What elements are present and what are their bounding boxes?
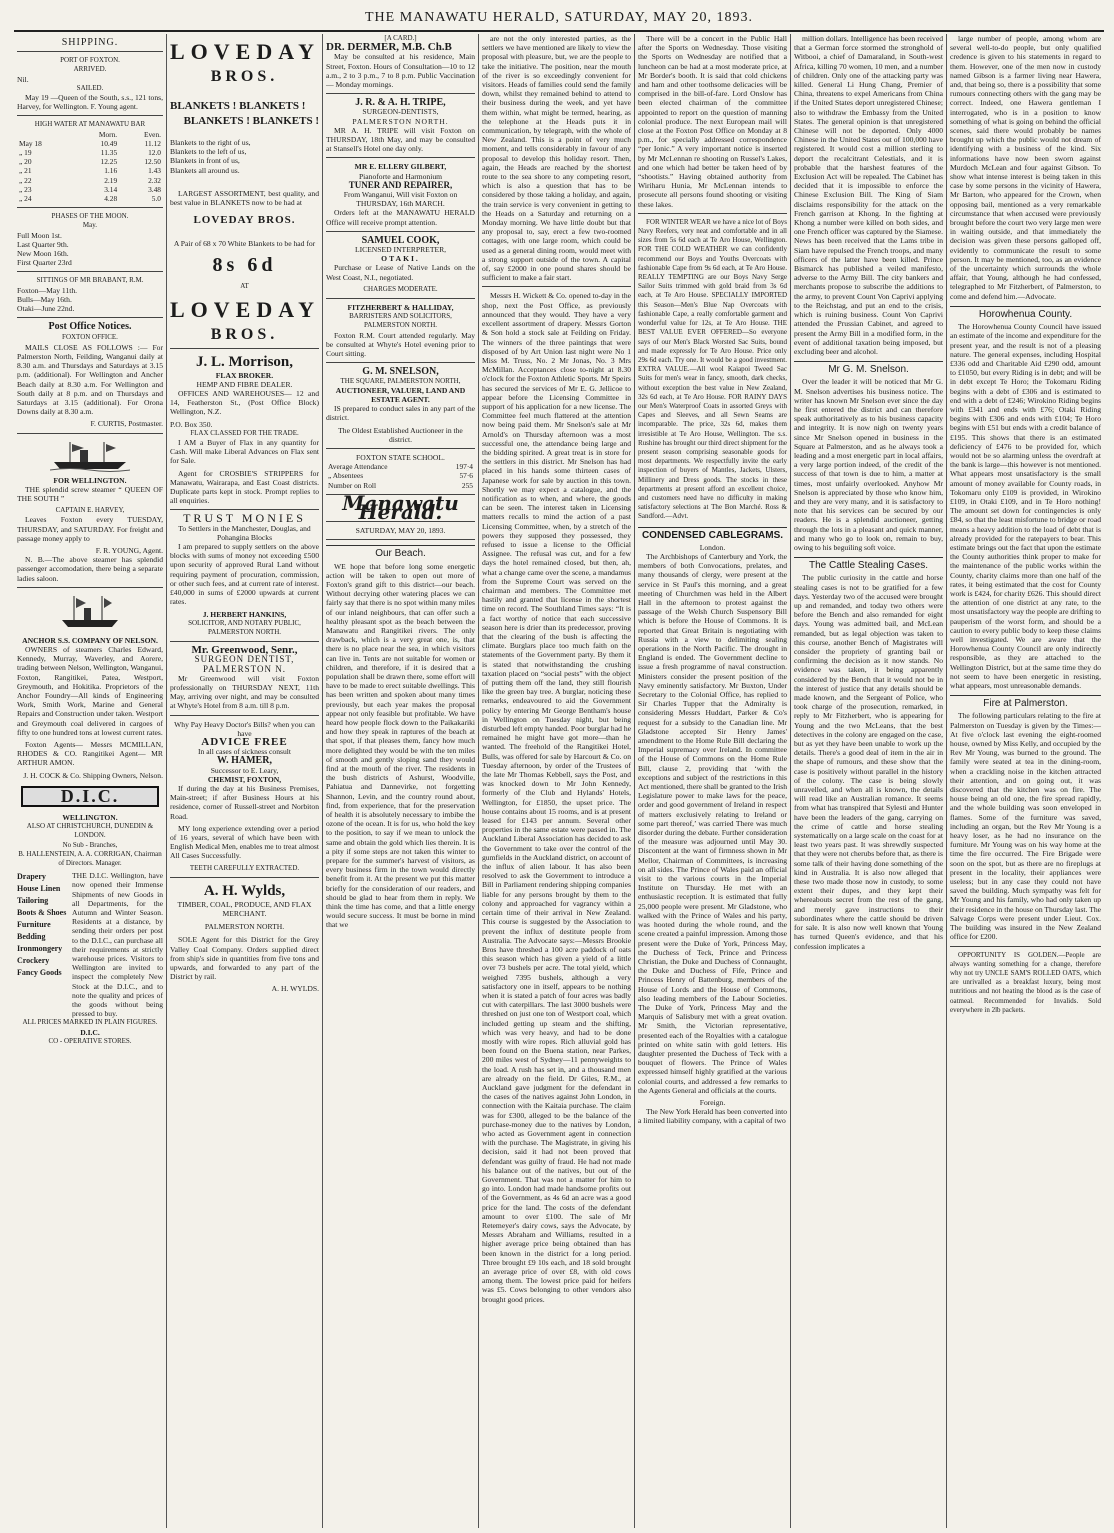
dic-names: B. HALLENSTEIN, A. A. CORRIGAN, Chairman of Directors. Manager. — [18, 849, 162, 868]
flax-classed: FLAX CLASSED FOR THE TRADE. — [190, 428, 299, 437]
wylds-sign: A. H. WYLDS. — [271, 984, 319, 994]
cattle-heading: The Cattle Stealing Cases. — [794, 557, 943, 570]
issue-date: SATURDAY, MAY 20, 1893. — [355, 526, 446, 536]
sole-agent-text: SOLE Agent for this District for the Grey Valley Coal Company. Orders supplied direct from ship's side in quantities from five tons and upwards, and forwarded to any part of the District by rail. — [170, 935, 319, 982]
foreign-text-cont: million dollars. Intelligence has been received that a German force stormed the stronghold of Witbooi, a chief of Damaraland, in South-west Africa, killing 70 women, 10 men, and a number of children. Only one of the attacking party was killed. General Li Hung Chang, Premier of China, threatens to expel Americans from China if the United States deport unregistered Chinese; also to withdraw the Embassy from the United States. The general opinion is that unregistered Chinese will not be deported. Only 4000 Chinese in the United States out of 100,000 have registered. It would cost a million sterling to deport the recalcitrant Celestials, and it is probable that the harshest features of the Exclusion Act will be repealed. The Cabinet has decided that it is impossible to enforce the Chinese Exclusion Bill. The King of Siam disclaims responsibility for the attack on the French garrison at Khong. In the fighting at Khong a number were killed on both sides, and one French officer was captured by the Siamese. News has been received that the Lams tribe in Siam have repulsed the French troops, and many officers of the latter have been killed. Prince Bismarck has published a veiled manifesto, adverse to the Army Bill. The city bankers and merchants propose to subscribe the additions to the army, to prevent Count Von Caprivi applying to the Reichstag, and put an end to the crisis, which is ruining business. Count Von Caprivi attended the Prussian Cabinet, and agreed to present the Army Bill in a modified form, in the event of additional taxation being imposed, but excluding beer and alcohol. — [794, 34, 943, 356]
table-row: „ 22 2.19 2.32 — [19, 175, 161, 185]
sittings-row: Foxton—May 11th. — [17, 285, 78, 295]
gilbert-heading: MR E. ELLERY GILBERT, — [354, 162, 447, 172]
otaki-text: OTAKI. — [381, 254, 420, 264]
horowhenua-heading: Horowhenua County. — [950, 306, 1101, 319]
flax-broker: FLAX BROKER. — [215, 370, 274, 380]
fitz-pn: PALMERSTON NORTH. — [363, 321, 438, 330]
chemist-text: If during the day at his Business Premises, Main-street; if after Business Hours at his residence, corner of Russell-street and Norbiton Road. — [170, 783, 319, 821]
snelson-article-heading: Mr G. M. Snelson. — [794, 361, 943, 374]
post-office-text: MAILS CLOSE AS FOLLOWS :— For Palmerston North, Feilding, Wanganui daily at 8.30 a.m. and Thursdays and Saturdays at 3.15 p.m. (additional). For Wellington and Ancher Beach daily at 8.30 a.m. For Wellington and South daily at 8 p.m. and on Thursdays and Saturdays at 3.15 (additional). For Orona Downs daily at 8.30 a.m. — [17, 342, 163, 417]
bros-heading: BROS. — [210, 68, 279, 85]
hankins-sub: SOLICITOR, AND NOTARY PUBLIC, PALMERSTON NORTH. — [188, 618, 301, 636]
foreign-text: The New York Herald has been converted into a limited liability company, with a capital of two — [638, 1107, 787, 1126]
dic-foot3: CO - OPERATIVE STORES. — [48, 1036, 132, 1045]
dermer-text: May be consulted at his residence, Main Street, Foxton. Hours of Consultation—10 to 12 a.m., 2 to 3 p.m., 7 to 8 p.m. Public Vaccination — Monday mornings. — [326, 52, 475, 90]
shipping-heading: SHIPPING. — [61, 37, 119, 48]
tuner-heading: TUNER AND REPAIRER, — [348, 179, 453, 190]
school-table — [326, 462, 475, 490]
palmerston-n: PALMERSTON N. — [202, 663, 287, 674]
blanket-line: Blankets to the left of us, — [170, 147, 247, 157]
trust-text: I am prepared to supply settlers on the above blocks with sums of money not exceeding £500 upon security of approved Rural Land without requiring payment of procuration, commission, or other such fees, and at current rate of interest. £40,000 in sums of £2000 upwards at current rates. — [170, 542, 319, 607]
post-office-heading: Post Office Notices. — [48, 321, 132, 333]
tripe-pn: PALMERSTON NORTH. — [352, 116, 449, 126]
dic-advert — [17, 871, 163, 1018]
dic-foot2: D.I.C. — [80, 1027, 100, 1037]
why-pay: Why Pay Heavy Doctor's Bills? when you can have — [174, 719, 315, 738]
greenwood-heading: Mr. Greenwood, Senr., — [191, 644, 298, 657]
experience-text: MY long experience extending over a period of 16 years, several of which have been with English Medical Men, enables me to treat almost All Cases Successfully. — [170, 823, 319, 861]
snelson-sub: THE SQUARE, PALMERSTON NORTH, — [340, 376, 461, 385]
table-row: „ 21 1.16 1.43 — [19, 166, 161, 176]
moon-row: Last Quarter 9th. — [17, 239, 69, 249]
cables-heading: CONDENSED CABLEGRAMS. — [638, 527, 787, 540]
columns — [14, 34, 1104, 1528]
timber-text: TIMBER, COAL, PRODUCE, AND FLAX MERCHANT. — [177, 899, 312, 918]
anchor-sign: J. H. COCK & Co. Shipping Owners, Nelson. — [23, 770, 163, 780]
table-row: „ 24 4.28 5.0 — [19, 194, 161, 204]
wellington-captain: CAPTAIN E. HARVEY, — [55, 506, 125, 515]
post-office-sign: F. CURTIS, Postmaster. — [90, 419, 163, 429]
hamer-sub: Successor to E. Leary, — [210, 765, 279, 775]
dic-city: WELLINGTON. — [62, 813, 118, 822]
foreign-heading: Foreign. — [699, 1097, 726, 1107]
column-4 — [479, 34, 634, 1528]
column-7 — [947, 34, 1104, 1528]
sailed-heading: SAILED. — [76, 83, 104, 92]
local-news: Messrs H. Wickett & Co. opened to-day in the shop, next the Post Office, as previously announced that they would. They have a very excellent assortment of drapery. Messrs Gorton & Son hold a stock sale at Feilding on Friday. The winners of the three paintings that were disposed of by Art Union last night were No 1 Miss M. Truss, No. 2 Mr Jonas, No. 3 Mrs McMillan. Acceptances close to-night at 8.30 o'clock for the Foxton Athletic Sports. Mr Speirs has secured the services of Mr E. G. Jellicoe to appear before the Licensing Committee in support of his application for a new license. The Committee feel much flattered at the attention now being paid them. Mr Snelson's sale at Mr Arnold's on Thursday afternoon was a most successful one, the attendance being large and the bidding spirited. A great treat is in store for the settlers in this district. Mr Snelson has had placed in his hands some thirteen cases of Japanese work for sale by auction in this town. Shortly we may expect a catalogue, and the notification as to when, and where, the goods can be seen. The interest taken in Licensing matters recalls to mind the action of a past Licensing Committee, when, by a stretch of the powers they supposed they possessed, they refused to issue a license to the Official Assignee. The refusal was cut, and for a few days the hotel remained closed, but then, ah, what a change came over the scene, a mandamus from the Supreme Court was served on the chairman and members. The Committee met hastily and granted that license in the shortest time on record. The Southland Times says: “It is a fact worthy of notice that each successive season here is drier than its predecessor, proving that the clearing of the bush is affecting the climate. Burglars place too much faith on the statements of the Government party. By them it is stated that notwithstanding the crushing taxation placed on “social pests” with the object of putting them off the land, they still flourish like the green bay tree. A burglar, noticing these remarks, endeavoured to aid the Government policy by entering Mr George Bentham's house in Wellington on Tuesday night, but being disturbed left empty handed. Poor burglar had he remained he might have got more—than he wanted. The freehold of the Rangitikei Hotel, Bulls, was offered for sale by Harcourt & Co. on Tuesday afternoon, by order of the Trustees of the late Mr Thomas Kebbell, says the Post, and was knocked down to Mr John Kennedy, formerly of the Club and Hylands' Hotels, Wellington, for £1850, the upset price. The house contains about 15 rooms, and is at present leased for £143 per annum. Several other properties in the same estate were passed in. The Auckland Liberal Association has decided to ask the Government to take over the control of the gumfields in the Auckland district, on account of the influx of alien labour. It has also been resolved to ask the Government to introduce a Bill in Parliament rendering shipping companies liable for any persons brought by them to the colony and approached for vagrancy within a certain time of their arrival in New Zealand. This course is suggested by the Association to prevent the influx of destitute people from Australia. The Advocate says:—Messrs Brookie Bros have threshed a 100 acre paddock of oats this season which has given a yield of a little over 73 bushels per acre. The total yield, which weighed 7395 bushels, although a very satisfactory one in itself, appears to be nothing when it is stated a patch of four acres was badly cut with caterpillars. The last 3000 bushels were threshed on just one ton of Westport coal, which included getting up steam and the shifting, which was very heavy, and had to be done mostly with wire ropes. Rich alluvial gold has been found on the Buena station, near Parkes, 200 miles west of Sydney—11 pennyweights to the load. A rush has set in, and a thousand men are already on the field. Dr Giles, R.M., at Auckland gave judgment for the defendant in the cases of the natives against John London, in connection with the Kaitaia purchase. The claim was for £300, alleged to be the balance of the purchase-money due to the natives by London, who acted as Government agent in connection with the purchase. The Magistrate, in giving his decision, said it had not been proved that defendant was guilty of fraud. He had not made his balance out of the natives, but out of the Government. That was not a matter for him to go into. London had made handsome profits out of the Government, as 4s 6d an acre was a good price for the land. The costs of the defendant amount to over £100. The sale of Mr Retemeyer's dairy cows, says the Advocate, by Messrs Abraham and Williams, resulted in a higher average price being obtained than has been known in the district for a long period. Three brought £9 10s each, and 18 sold brought an average price of over £8, with old cows among them. The lowest price paid for heifers was £5. Cows belonging to other vendors also brought good prices. — [482, 291, 631, 1304]
table-row: Average Attendance 197·4 — [328, 462, 473, 472]
table-row: „ 19 11.35 12.0 — [19, 148, 161, 158]
wellington-agent: F. R. YOUNG, Agent. — [95, 545, 163, 555]
teeth-text: TEETH CAREFULLY EXTRACTED. — [189, 863, 300, 872]
offices-text: OFFICES AND WAREHOUSES— 12 and 14, Featherston St., (Post Office Block) Wellington, N.Z. — [170, 389, 319, 417]
cook-heading: SAMUEL COOK, — [361, 234, 440, 246]
column-6 — [791, 34, 946, 1528]
bros-heading-3: BROS. — [210, 325, 279, 343]
port-heading: PORT OF FOXTON. — [60, 56, 120, 65]
column-3 — [323, 34, 478, 1528]
po-box: P.O. Box 350. — [170, 419, 213, 429]
sittings-row: Bulls—May 16th. — [17, 294, 72, 304]
wellington-text: THE splendid screw steamer “ QUEEN OF THE SOUTH ” — [17, 484, 163, 503]
table-row: „ 23 3.14 3.48 — [19, 184, 161, 194]
blankets-heading-2: BLANKETS ! BLANKETS ! — [183, 115, 319, 127]
tripe-heading: J. R. & A. H. TRIPE, — [355, 97, 446, 109]
cook-text: Purchase or Lease of Native Lands on the West Coast, N.I., negotiated. — [326, 263, 475, 282]
arrived-heading: ARRIVED. — [73, 65, 107, 74]
at-text: AT — [240, 282, 249, 291]
moon-month: May. — [82, 221, 98, 230]
steamer-illustration — [50, 438, 130, 472]
arrived-text: Nil. — [17, 74, 29, 84]
horowhenua-text: The Horowhenua County Council have issued an estimate of the income and expenditure for the present year, and the result is not of a pleasing nature. The general expenses, including Hospital £336 odd and Charitable Aid £290 odd, amount to £1050, but every Riding is in debt; and will be in debt except Te Horo; the Tokomaru Riding begins with a debt of £306 and is estimated to end with a debt of £246; Wirokino Riding begins with £341 and ends with £76; Otaki Riding begins with £306 and ends with £104; Te Horo begins with £51 but ends with a credit balance of £195. This shows that there is an estimated deficiency of £476 to be provided for, which would not be so alarming unless the overdraft at the bank is large—this however is not mentioned. What appears most unsatisfactory is the small amount of money available for County roads, in Tokomaru only £109 is provided, in Wirokino £109, in Otaki £109, and in Te Horo nothing! The amount set down for contingencies is only £84, so that the least misfortune to bridge or road means a heavy addition to the load of debt that is already provided for the ratepayers to bear. This estimate brings out the fact that upon the estimate the County authorities think proper to make for the maintenance of the public works within the County, charity claims more than one half of the rates, it being estimated that the cost for County work is £424, for charity £626. This should direct the attention of one district at any rate, to the most unsatisfactory way the people are drifting to pauperism of the worst form, and should be a caution to every public body to keep these claims well investigated. We are aware that the Horowhenua County Council are only indirectly responsible, as they are attached to the Wellington District, but at the same time they do not seem to have been energetic in resisting, what appears, most unreasonable demands. — [950, 322, 1101, 691]
loveday-heading-3: LOVEDAY — [170, 296, 320, 322]
snelson-heading: G. M. SNELSON, — [362, 366, 439, 378]
column-1 — [14, 34, 166, 1528]
cook-sub: LICENSED INTERPRETER, — [354, 245, 447, 255]
blanket-line: Blankets all around us. — [170, 165, 240, 175]
morrison-heading: J. L. Morrison, — [195, 353, 294, 370]
chemist-heading: CHEMIST, FOXTON, — [207, 774, 282, 784]
advice-free: ADVICE FREE — [201, 735, 288, 748]
buyer-text: I AM a Buyer of Flax in any quantity for Cash. Will make Liberal Advances on Flax sent for Sale. — [170, 438, 319, 466]
wellington-heading: FOR WELLINGTON. — [53, 475, 127, 485]
hankins-heading: J. HERBERT HANKINS, — [202, 609, 287, 619]
blanket-line: Blankets in front of us, — [170, 156, 240, 166]
beach-text: WE hope that before long some energetic action will be taken to open out more of Foxton's grand gift to this district—our beach. Without decrying other watering places we can fairly say that there is no spot within many miles of our inland neighbours, that can offer such a healthy pleasant spot as the beach between the Manawatu and Rangitikei rivers. The only drawback, which is a very great one, is, that there is no place near the sea, in which visitors can live in. Tents are not suitable for women or children, and therefore, if it is desired that a population shall be drawn there, some effort will have to be made to erect suitable dwellings. This has been written and spoken about many times previously, but each year makes the proposal appear not only feasible but profitable. We have heard how people flock down to the Paikakariki and how they speak in raptures of the beach at that spot, if that pleases them, fancy how much more delighted they would be with the ten miles of smooth and gently sloping sand they would find at the mouth of the river. The residents in the bush districts of Ashurst, Woodville, Pahiatua and Dannevirke, not forgetting Shannon, Levin, and the country round about, find, from experience, that for the preservation of health it is absolutely necessary to imbibe the ozone of the ocean. It is for us, who hold the key to the position, to say if we mean to unlock the same and obtain the gold which lies therein. It is a pity if some steps are not taken this winter to prepare for the summer's harvest of visitors, as every business firm in the town would directly benefit from it. At the present we put this matter briefly for the consideration of our readers, and should be glad to hear from them in reply. We think the time has come, and that a little energy would secure success. It must be borne in mind that we — [326, 561, 475, 930]
local-notes: There will be a concert in the Public Hall after the Sports on Wednesday. Those visiting the Sports on Wednesday are notified that a luncheon can be had at a most moderate price, at Mr Border's booth. It is said that cold chickens and ham and other toothsome delicacies will be comprised in the bill-of-fare. Lord Onslow has been elected chairman of the committee appointed to report on the question of manning colonial produce. The next European mail will close at the Foxton Post Office on Monday at 8 p.m., for specially addressed correspondence “per Ionic.” A very important notice is inserted by Mr McLennan re shooting on Russel's Lakes, and one which had better be taken heed of by “shootists.” Having obtained authority from Wiriharu Hunia, Mr McLennan intends to prosecute all persons found shooting or visiting these lakes. — [638, 34, 787, 209]
fire-text: The following particulars relating to the fire at Palmerston on Tuesday is given by the Times:—At five o'clock last evening the eight-roomed house, owned by Miss Kelly, and occupied by the Rev Mr Young, was burned to the ground. The family were seated at tea in the dining-room, when a crackling noise in the kitchen attracted their attention, and on going out, it was discovered that the kitchen was on fire. The house being an old one, the fire spread rapidly, and the whole building was soon enveloped in flames. Some of the furniture was saved, including an organ, but the Rev Mr Young is a heavy loser, as he had no insurance on the furniture. Mr Young was on his way home at the time the fire occurred. The Fire Brigade were soon on the spot, but as there are no fireplugs at present in the locality, their appliances were useless; but in any case they could not have saved the building. Much sympathy was felt for Mr Young and his family, who had only taken up their residence in the house on Thursday last. The Salvage Corps were present under Lieut. Cox. The building was insured in the New Zealand office for £200. — [950, 711, 1101, 942]
orders-text: Orders left at the MANAWATU HERALD Office will receive prompt attention. — [326, 208, 475, 227]
london-text: The Archbishops of Canterbury and York, the members of both Convocations, prelates, and many thousands of clergy, were present at the service in St Paul's this morning, and a great meeting of Churchmen was held in the Albert Hall in the afternoon to protest against the passage of the Welsh Church Suspensory Bill which is before the House of Commons. It is reported that Great Britain is negotiating with Russia with a view to delimiting sealing operations in the North Pacific. The drought in England is ended. The Government decline to issue a fresh programme of naval construction. Ministers consider the present position of the Navy eminently satisfactory. Mr Buxton, Under Secretary to the Colonial Office, has replied to Sir Charles Tupper that the Admiralty is considering Messrs Huddart, Parker & Co's request for a subsidy to the Canadian line. Mr Gladstone accepted Sir Henry James' amendment to the Home Rule Bill declaring the Imperial supremacy over Ireland. In committee of the House of Commons on the Home Rule Bill, clause 2, providing that ‘with the exceptions and subject of the restrictions in this Act mentioned, there shall be granted to the Irish Legislature power to make laws for the peace, order and good government of Ireland in respect of matters exclusively relating to Ireland or some part thereof,’ was carried There was much disorder during the debate. Further consideration of the measure was adjourned until May 30. Discontent at the want of firmness shown in Mr Mellor, Chairman of Committees, is increasing on all sides. The Prince of Wales paid an official visit to the various courts in the Imperial Institute on Thursday. He met with an enthusiastic reception. It is estimated that fully 25,000 people were present. Mr Gladstone, who walked with the Prince of Wales and his party, was hooted during the whole round, and the scene created a painful impression. Among those present were the Duke of York, Princess May, the Duchess of Teck, Prince and Princess Christian, the Duke and Duchess of Connaught, the Duke and Duchess of Fife, Prince and Princess Henry of Battenburg, members of the House of Lords and the House of Commons, also leading members of the Labour Societies. The Duke of York, Princess May and the Marquis of Salisbury met with a great ovation. Mr Smith, the Victorian representative, presented each of the Royalties with a catalogue printed on white satin with gold letters. His daughter presented the Duchess of Teck with a bouquet of flowers. The Prince of Wales expressed himself highly gratified at the various colonial courts, and addressed a few remarks to the Agents General and officials at the courts. — [638, 551, 787, 1095]
advice-text: In all cases of sickness consult — [197, 747, 291, 757]
column-5 — [635, 34, 790, 1528]
trust-sub: To Settlers in the Manchester, Douglas, and Pohangina Blocks — [178, 523, 311, 542]
column-2 — [167, 34, 322, 1528]
hw-head-even: Even. — [143, 129, 161, 139]
card-label: [A CARD.] — [384, 34, 417, 42]
agent-text: Agent for CROSBIE'S STRIPPERS for Manawatu, Wairarapa, and East Coast districts. Duplicate parts kept in stock. Prompt replies to all enquiries. — [170, 468, 319, 506]
loveday-bros-2: LOVEDAY BROS. — [193, 214, 296, 227]
sailed-text: May 19 —Queen of the South, s.s., 121 tons, Harvey, for Wellington. F. Young agent. — [17, 93, 163, 112]
price: 8s 6d — [212, 254, 277, 277]
dic-logo: D.I.C. — [21, 786, 159, 807]
te-aro-adverts: FOR WINTER WEAR we have a nice lot of Boys Navy Reefers, very neat and comfortable and in all sizes from 5s 6d each at Te Aro House, Wellington. FOR THE COLD WEATHER we can confidently recommend our Boys and Youths Overcoats with fashionable Cape from 9s 6d each, at Te Aro House. REALLY TEMPTING are our Boys Navy Serge Sailor Suits trimmed with gold braid from 3s 6d each, at Te Aro House. SPECIALLY IMPORTED this Season—Men's Blue Nap Overcoats with fashionable Cape, a really comfortable garment and wonderful value for 12s, at Te Aro House. THE BEST VALUE EVER OFFERED—So everyone says of our Men's Black Worsted Sac Suits, bound and made expressly for Te Aro House. Price only 29s 6d each. Try one. It would be a good investment. EXTRA VALUE.—All wool Kaiapoi Tweed Sac Suits for men's wear in fancy, smooth, dark checks, without exception the best value in New Zealand, 32s 6d each, at Te Aro House. FOR RAINY DAYS our Men's Waterproof Coats in assorted Greys with Capes and Sleeves, and all Sewn Seams are incomparable. The price, 32s 6d, makes them irresistible at Te Aro House, Wellington. The s.s. Rushine has brought our third direct shipment for the present season comprising seasonable goods for most departments. We respectfully invite the early inspection of buyers of Mantles, Jackets, Ulsters, Millinery and Dress goods. The stocks in these departments at present afford an excellent choice, and customers need have no difficulty in making satisfactory selections at The Bon Marché. Ross & Sandford.—Advt. — [638, 217, 787, 521]
palmerston-north: PALMERSTON NORTH. — [204, 922, 285, 932]
hamer-heading: W. HAMER, — [217, 755, 272, 767]
fitz-text: Foxton R.M. Court attended regularly. May be consulted at Whyte's Hotel evening prior to Court sitting. — [326, 330, 475, 359]
moon-heading: PHASES OF THE MOON. — [51, 212, 129, 221]
fire-heading: Fire at Palmerston. — [950, 695, 1101, 708]
moon-row: Full Moon 1st. — [17, 230, 62, 240]
tripe-sub: SURGEON-DENTISTS, — [362, 107, 439, 117]
cattle-text-cont: large number of people, among whom are several well-to-do people, but only qualified credence is given to his statements in regard to them. However, one of the men now in custody named Gibson is a farmer living near Hawera, and, that being so, there is a possibility that some rumours connecting others with the gang may be correct. Indeed, one Hawera gentleman I interrogated, who is in a position to know something of what is going on behind the official scenes, said there would probably be names brought up which the public would not dream of identifying with a business of the kind. Six informations have now been sworn against Murdoch McLean and four against Gibson. To show what intense interest is being taken in this case by some persons in the vicinity of Hawera, Mr Barton, who appeared for the Crown, when opposing bail, mentioned as a very remarkable circumstance that when accused were previously brought before the court two very large men were in waiting outside, and that immediately the decision was given these persons galloped off, evidently to communicate the result to some person. It may be mentioned, too, as an evidence of the uncertainty which surrounds the whole affair, that Young, although he had confessed, telegraphed to Mr Fitzherbert, of Palmerston, to come and defend him.—Advocate. — [950, 34, 1101, 301]
steamer-illustration — [58, 592, 122, 632]
surgeon-dentist: SURGEON DENTIST, — [194, 654, 295, 665]
high-water-heading: HIGH WATER AT MANAWATU BAR — [34, 120, 146, 129]
hemp-dealer: HEMP AND FIBRE DEALER. — [196, 379, 293, 389]
london-heading: London. — [699, 542, 726, 552]
snelson-text: IS prepared to conduct sales in any part of the district. — [326, 404, 475, 423]
snelson-article-text: Over the leader it will be noticed that Mr G. M. Snelson advertises his business notice. The writer has known Mr Snelson ever since the day he first entered the district and can therefore speak authoritatively as to his business capacity and integrity. It is now nigh on twenty years since Mr Snelson opened in business in the Square at Palmerston, and as he always took a leading and a most energetic part in local affairs, a very large portion indeed, of the credit of the success of that town is due to him, a matter at times, most unfairly overlooked. Anyhow Mr Snelson is appreciated by those who know him, and they are very many, and it is satisfactory to note that his services can be secured by our readers. He is a splendid auctioneer, getting through the lots in a pleasant and quick manner, and many who go to look on, remain to buy, owing to his beguiling soft voice. — [794, 377, 943, 552]
auctioneer-text: AUCTIONEER, VALUER, LAND AND ESTATE AGENT. — [335, 385, 466, 404]
dic-departments: Drapery House Linen Tailoring Boots & Shoes Furniture Bedding Ironmongery Crockery Fancy Goods — [17, 872, 67, 978]
post-office-sub: FOXTON OFFICE. — [62, 333, 118, 342]
anchor-agents: Foxton Agents— Messrs MCMILLAN, RHODES & CO. Rangitikei Agent— MR ARTHUR AMON. — [17, 739, 163, 768]
charges-text: CHARGES MODERATE. — [363, 284, 438, 293]
dic-branches: No Sub - Branches, — [62, 840, 118, 849]
trust-monies-heading: TRUST MONIES — [183, 511, 306, 526]
gilbert-sub: Pianoforte and Harmonium — [358, 171, 443, 181]
dic-text: THE D.I.C. Wellington, have now opened their Immense Shipments of new Goods in all Departments, for the Autumn and Winter Season. Residents at a distance, by sending their orders per post to the D.I.C., can purchase all their requirements at strictly warehouse prices. Visitors to Wellington are invited to inspect the completely New Stock at the D.I.C., and to note the quality and prices of the goods without being pressed to buy. — [72, 871, 163, 1019]
oldest-text: The Oldest Established Auctioneer in the district. — [338, 425, 463, 444]
blanket-line: Blankets to the right of us, — [170, 138, 251, 147]
loveday-heading: LOVEDAY — [170, 39, 320, 64]
beach-text-cont: are not the only interested parties, as the settlers we have mentioned are likely to view the proposal with pleasure, but, we are the people to take the initiative. The position, near the mouth of the river is so exceedingly convenient for visitors. Heads of families could send the family down, whilst they remained behind to attend to their business during the week, and yet have them within, what might be termed, hearing, as the telephone at the Heads puts it in communication, by telegraph, with the whole of New Zealand. This is a point of very much moment, and tells considerably in favour of any proposal to develop this holiday resort. Then, again, the Heads are reached by the shortest route to the sea shore to any competing resort, which is also a question that has to be considered by those taking a holiday, and again, the train service is very convenient in getting to the Heads on a Saturday and returning on a Monday morning. We have little doubt but that any proposal to, say, erect a few two-roomed cottages, with one large room, which could be used as a general dining room, would meet with a strong support outside of the town. A capital of, say £2000 in one pound shares should be sufficient to make a fair start. — [482, 34, 631, 283]
dermer-heading: DR. DERMER, M.B. Ch.B — [326, 41, 452, 54]
hw-head-morn: Morn. — [98, 129, 118, 139]
anchor-text: OWNERS of steamers Charles Edward, Kennedy, Murray, Waverley, and Aorere, trading between Nelson, Wellington, Wanganui, Foxton, Rangitikei, Patea, Westport, Greymouth, and Hokitika. Proprietors of the Anchor Foundry—All kinds of Engineering Work, Smith Work, Marine and General Repairs and Construction under taken. Westport and Greymouth coal delivered in cargoes of fifty to one hundred tons at lowest current rates. — [17, 644, 163, 737]
wylds-heading: A. H. Wylds, — [203, 882, 286, 899]
high-water-table — [17, 130, 163, 204]
largest-text: LARGEST ASSORTMENT, best quality, and best value in BLANKETS now to be had at — [170, 188, 319, 208]
wellington-nb: N. B.—The above steamer has splendid passenger accomodation, there being a separate ladies saloon. — [17, 555, 163, 583]
sittings-heading: SITTINGS OF MR BRABANT, R.M. — [36, 276, 144, 285]
dic-foot: ALL PRICES MARKED IN PLAIN FIGURES. — [22, 1018, 158, 1027]
wellington-text2: Leaves Foxton every TUESDAY, THURSDAY, and SATURDAY. For freight and passage money apply to — [17, 515, 163, 543]
table-row: Number on Roll 255 — [328, 480, 473, 490]
masthead: THE MANAWATU HERALD, SATURDAY, MAY 20, 1893. — [14, 6, 1104, 32]
herald-logo: Manawatu Herald. — [342, 490, 459, 524]
table-row: May 18 10.49 11.12 — [19, 138, 161, 148]
fitz-sub: BARRISTERS AND SOLICITORS, — [349, 312, 452, 321]
oats-advert: OPPORTUNITY IS GOLDEN.—People are always wanting something for a change, therefore why not try UNCLE SAM'S ROLLED OATS, which are unrivalled as a breakfast luxury, being most nutritious and not heating the blood as is the case of oatmeal. Recommended for Invalids. Sold everywhere in 2lb packets. — [950, 950, 1101, 1014]
anchor-heading: ANCHOR S.S. COMPANY OF NELSON. — [22, 635, 158, 645]
blankets-heading-1: BLANKETS ! BLANKETS ! — [170, 100, 306, 112]
table-row: „ Absentees 57·6 — [328, 471, 473, 481]
cattle-text: The public curiosity in the cattle and horse stealing cases is not to be gratified for a few days. Yesterday two of the accused were brought up and remanded, and today two others were before the Bench and also remanded for eight days. Young was admitted bail, and McLean remanded, but as legal objection was taken to this course, another Bench of Magistrates will consider the propriety of granting bail or confirming the decision as it now stands. No evidence was taken, it being apparently considered by the Bench that it would not be in the interest of justice that any details should be made known, and the Sergeant of Police, who took charge of the prosecution, remarked, in reply to Mr Fitzherbert, who is appearing for Young and the two McLeans, that the best detectives in the colony are engaged on the case, but as yet they have been unable to work up the details. There's a good deal of item in the air in the shape of rumours, and these show that the case is positively without parallel in the history of the colony. The case is being slowly unravelled, and when all is known, the details will read like an Australian romance. It seems from what has transpired that Sylesti and Hunter have been the leaders of the gang, carrying on the crime of cattle and horse stealing systematically on a large scale on the coast for at least two years past. It was shrewdly suspected that they were not cherubs before that, as there is some talk of their having done something of the kind in Australia. It is also now alleged that these two made those now in custody, to some extent their dupes, and they kept their whereabouts secret from the rest of the gang, and merely gave instructions to their subordinates where the cattle should be driven for sale. It is also now well known that Young has turned Queen's evidence, and that his confession implicates a — [794, 573, 943, 951]
dic-also: ALSO AT CHRISTCHURCH, DUNEDIN & LONDON. — [26, 822, 154, 840]
fitz-heading: FITZHERBERT & HALLIDAY, — [347, 303, 454, 313]
gilbert-text: From Wanganui, Will visit Foxton on THURSDAY, 16th MARCH. — [343, 190, 458, 209]
moon-row: First Quarter 23rd — [17, 258, 72, 268]
school-heading: FOXTON STATE SCHOOL. — [356, 452, 445, 462]
greenwood-text: Mr Greenwood will visit Foxton professionally on THURSDAY NEXT, 11th May, arriving over night, and may be consulted at Whyte's Hotel from 8 a.m. till 8 p.m. — [170, 673, 319, 711]
moon-row: New Moon 16th. — [17, 249, 69, 259]
beach-heading: Our Beach. — [326, 545, 475, 558]
tripe-text: MR A. H. TRIPE will visit Foxton on THURSDAY, 18th May, and may be consulted at Stansell's Hotel one day only. — [326, 125, 475, 154]
sittings-row: Otaki—June 22nd. — [17, 304, 75, 314]
pair-text: A Pair of 68 x 70 White Blankets to be had for — [173, 239, 316, 249]
table-row: „ 20 12.25 12.50 — [19, 157, 161, 167]
